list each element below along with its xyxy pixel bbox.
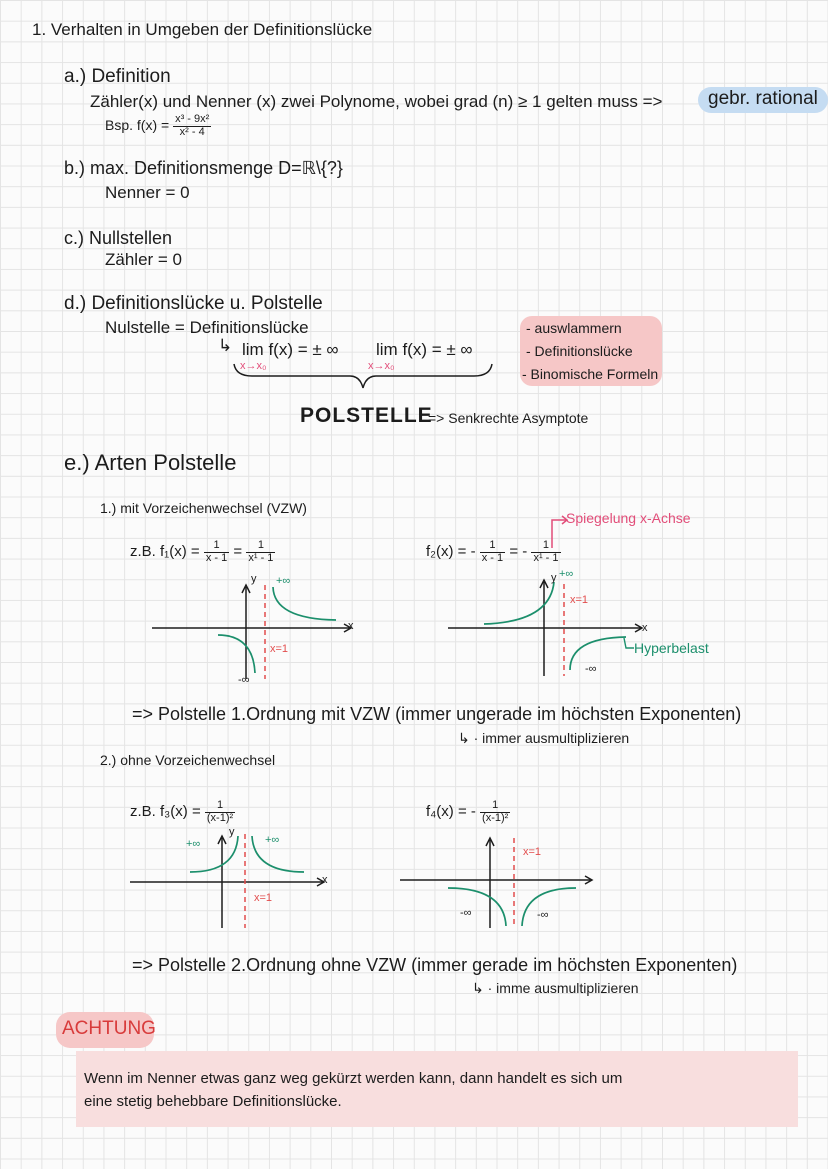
section-a-example (105, 114, 211, 138)
section-a-definition: Zähler(x) und Nenner (x) zwei Polynome, wobei grad (n) ≥ 1 gelten muss => (90, 92, 663, 111)
section-c-line: Zähler = 0 (105, 250, 183, 269)
f3-frac (205, 800, 235, 824)
tip-3: - Binomische Formeln (522, 366, 659, 382)
section-d-arrow: ↳ (218, 336, 233, 355)
conclusion-1: => Polstelle 1.Ordnung mit VZW (immer ungerade im höchsten Exponenten) (132, 704, 742, 724)
g2-hyper: Hyperbelast (634, 640, 709, 656)
graph-f4 (398, 830, 598, 930)
section-b-line: Nenner = 0 (105, 183, 190, 202)
section-d-line: Nulstelle = Definitionslücke (105, 318, 309, 337)
f1-den1: x - 1 (205, 551, 228, 564)
conclusion-2: => Polstelle 2.Ordnung ohne VZW (immer gerade im höchsten Exponenten) (132, 955, 738, 975)
f4-num: 1 (480, 800, 510, 813)
f3-num: 1 (205, 800, 235, 813)
spiegelung-note: Spiegelung x-Achse (566, 510, 691, 526)
g2-asym: x=1 (570, 594, 589, 606)
limit-1-sub: x→x₀ (240, 360, 267, 372)
f4-prefix: f₄(x) = - (426, 803, 476, 821)
f1-num2: 1 (246, 540, 275, 553)
example-denominator: x² - 4 (179, 125, 205, 138)
limit-1: lim f(x) = ± ∞ (242, 340, 339, 359)
g2-y-label: y (551, 572, 557, 584)
f2-formula (426, 540, 561, 564)
achtung-line-1: Wenn im Nenner etwas ganz weg gekürzt werden kann, dann handelt es sich um (84, 1070, 623, 1087)
f1-prefix: z.B. f₁(x) = (130, 543, 200, 561)
g3-pinf2: +∞ (265, 834, 280, 846)
g3-x-label: x (322, 874, 328, 886)
f1-formula (130, 540, 275, 564)
f2-num1: 1 (480, 540, 505, 553)
f4-den: (x-1)² (482, 811, 509, 824)
f1-frac1 (204, 540, 229, 564)
polstelle-label: POLSTELLE (300, 404, 433, 427)
g1-minf: -∞ (238, 674, 250, 686)
f3-den: (x-1)² (206, 811, 234, 824)
f2-prefix: f₂(x) = - (426, 543, 476, 561)
f3-prefix: z.B. f₃(x) = (130, 803, 201, 821)
section-d-heading: d.) Definitionslücke u. Polstelle (64, 293, 323, 314)
asymptote-label: => Senkrechte Asymptote (428, 410, 589, 426)
achtung-box (76, 1051, 798, 1127)
g1-asym: x=1 (270, 643, 289, 655)
f1-frac2 (246, 540, 275, 564)
g1-y-label: y (251, 573, 257, 585)
limit-2-sub: x→x₀ (368, 360, 395, 372)
section-c-heading: c.) Nullstellen (64, 228, 173, 248)
badge-gebr-rational: gebr. rational (698, 87, 828, 113)
graph-f2 (446, 572, 656, 682)
f2-num2: 1 (531, 540, 560, 553)
section-e-heading: e.) Arten Polstelle (64, 450, 237, 475)
limit-2: lim f(x) = ± ∞ (376, 340, 473, 359)
g2-pinf: +∞ (559, 568, 574, 580)
f1-den2: x¹ - 1 (248, 551, 274, 564)
section-b-heading: b.) max. Definitionsmenge D=ℝ\{?} (64, 158, 343, 178)
section-a-heading: a.) Definition (64, 66, 171, 87)
g2-x-label: x (642, 622, 648, 634)
achtung-line-2: eine stetig behebbare Definitionslücke. (84, 1093, 342, 1110)
g2-minf: -∞ (585, 663, 597, 675)
f2-eq: = - (509, 543, 528, 561)
g1-x-label: x (348, 620, 354, 632)
g4-asym: x=1 (523, 846, 542, 858)
curly-brace (232, 362, 494, 392)
graph-f1 (150, 575, 360, 685)
tip-2: - Definitionslücke (526, 343, 633, 359)
f2-den2: x¹ - 1 (533, 551, 559, 564)
example-numerator: x³ - 9x² (175, 113, 210, 125)
conclusion-1b: ↳ · immer ausmultiplizieren (458, 730, 630, 746)
achtung-heading: ACHTUNG (62, 1018, 156, 1039)
example-fraction (173, 114, 211, 138)
g1-pinf: +∞ (276, 575, 291, 587)
f4-frac (480, 800, 510, 824)
g4-minf1: -∞ (460, 907, 472, 919)
g3-pinf1: +∞ (186, 838, 201, 850)
f3-formula (130, 800, 235, 824)
g3-y-label: y (229, 826, 235, 838)
f4-formula (426, 800, 510, 824)
tip-1: - auswlammern (526, 320, 622, 336)
sub1-heading: 1.) mit Vorzeichenwechsel (VZW) (100, 500, 307, 516)
f2-frac1 (480, 540, 505, 564)
f2-den1: x - 1 (481, 551, 504, 564)
f1-num1: 1 (204, 540, 229, 553)
g3-asym: x=1 (254, 892, 273, 904)
conclusion-2b: ↳ · imme ausmultiplizieren (472, 980, 639, 996)
page-title: 1. Verhalten in Umgeben der Definitionslücke (32, 20, 373, 39)
graph-f3 (128, 828, 338, 930)
f1-eq: = (233, 543, 243, 561)
spiegelung-arrow (548, 514, 568, 550)
g4-minf2: -∞ (537, 909, 549, 921)
sub2-heading: 2.) ohne Vorzeichenwechsel (100, 752, 276, 768)
example-label: Bsp. f(x) = (105, 116, 170, 133)
